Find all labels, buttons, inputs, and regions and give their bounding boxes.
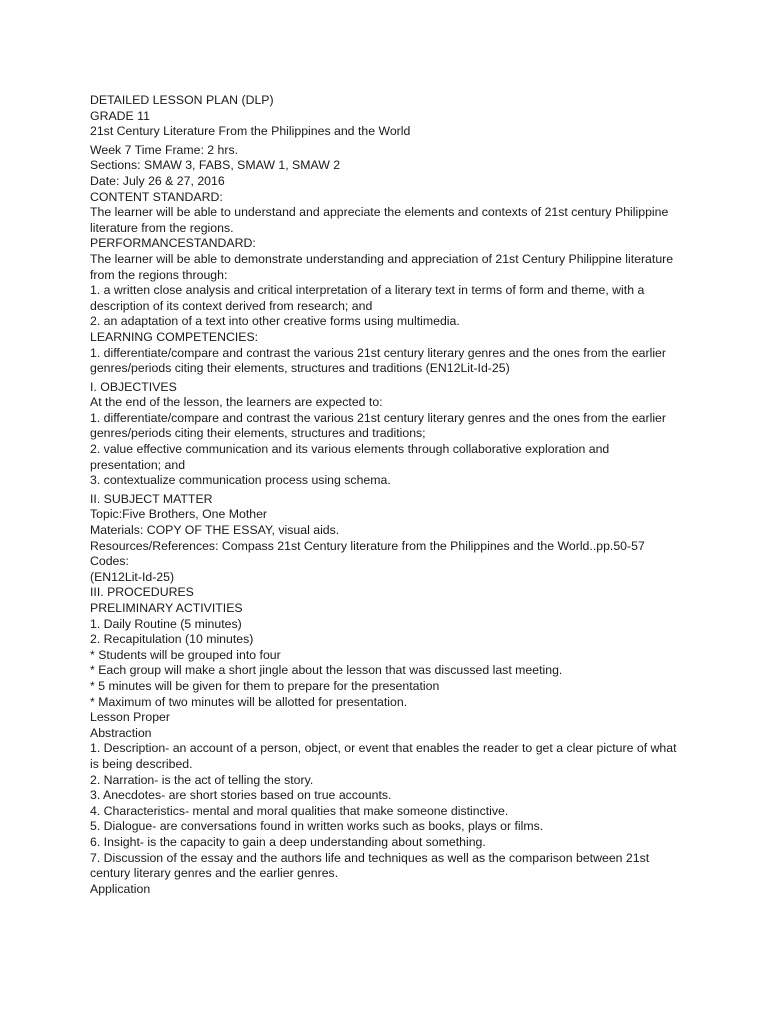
codes-label: Codes:	[90, 554, 129, 569]
resources: Resources/References: Compass 21st Century literature from the Philippines and the World..pp.50-57	[90, 538, 645, 553]
performance-item: 2. an adaptation of a text into other creative forms using multimedia.	[90, 314, 460, 329]
content-standard-text: The learner will be able to understand and appreciate the elements and contexts of 21st century Philippine literature from the regions.	[90, 205, 669, 235]
learning-competencies-heading: LEARNING COMPETENCIES:	[90, 329, 259, 344]
objective-item: 1. differentiate/compare and contrast the various 21st century literary genres and the ones from the earlier genres/periods citing their elements, structures and traditions;	[90, 410, 666, 441]
application-heading: Application	[90, 881, 151, 896]
abstraction-item: 5. Dialogue- are conversations found in written works such as books, plays or films.	[90, 819, 544, 834]
performance-standard-text: The learner will be able to demonstrate understanding and appreciation of 21st Century Philippine literature from the regions through:	[90, 251, 674, 282]
performance-standard-heading: PERFORMANCESTANDARD:	[90, 236, 256, 251]
week-time-frame: Week 7 Time Frame: 2 hrs.	[90, 142, 239, 157]
abstraction-heading: Abstraction	[90, 725, 152, 740]
subject-matter-heading: II. SUBJECT MATTER	[90, 491, 213, 506]
preliminary-item: * Students will be grouped into four	[90, 647, 281, 662]
document-body	[90, 93, 680, 897]
subject-title: 21st Century Literature From the Philippines and the World	[90, 124, 411, 139]
codes-value: (EN12Lit-Id-25)	[90, 569, 175, 584]
abstraction-item: 7. Discussion of the essay and the authors life and techniques as well as the comparison between 21st century literary genres and the earlier genres.	[90, 850, 650, 881]
preliminary-item: * 5 minutes will be given for them to prepare for the presentation	[90, 678, 440, 693]
grade-level: GRADE 11	[90, 108, 150, 123]
topic: Topic:Five Brothers, One Mother	[90, 507, 268, 522]
preliminary-item: * Each group will make a short jingle about the lesson that was discussed last meeting.	[90, 663, 563, 678]
performance-item: 1. a written close analysis and critical interpretation of a literary text in terms of form and theme, with a description of its context derived from research; and	[90, 283, 645, 313]
materials: Materials: COPY OF THE ESSAY, visual aids.	[90, 523, 340, 538]
preliminary-item: 1. Daily Routine (5 minutes)	[90, 616, 242, 631]
date: Date: July 26 & 27, 2016	[90, 173, 225, 188]
abstraction-item: 6. Insight- is the capacity to gain a deep understanding about something.	[90, 834, 486, 849]
preliminary-item: 2. Recapitulation (10 minutes)	[90, 632, 254, 647]
content-standard-heading: CONTENT STANDARD:	[90, 189, 223, 204]
objective-item: 2. value effective communication and its various elements through collaborative exploration and presentation; and	[90, 442, 610, 472]
abstraction-item: 2. Narration- is the act of telling the story.	[90, 772, 314, 787]
preliminary-heading: PRELIMINARY ACTIVITIES	[90, 601, 243, 615]
objective-item: 3. contextualize communication process using schema.	[90, 473, 391, 488]
abstraction-item: 3. Anecdotes- are short stories based on true accounts.	[90, 788, 392, 803]
abstraction-item: 1. Description- an account of a person, object, or event that enables the reader to get a clear picture of what is being described.	[90, 741, 677, 771]
competency-item: 1. differentiate/compare and contrast the various 21st century literary genres and the ones from the earlier genres/periods citing their elements, structures and traditions (EN12Lit-Id-25)	[90, 345, 666, 376]
procedures-heading: III. PROCEDURES	[90, 585, 194, 600]
preliminary-item: * Maximum of two minutes will be allotted for presentation.	[90, 694, 408, 709]
objectives-intro: At the end of the lesson, the learners are expected to:	[90, 395, 383, 410]
lesson-proper-heading: Lesson Proper	[90, 710, 170, 725]
abstraction-item: 4. Characteristics- mental and moral qualities that make someone distinctive.	[90, 803, 509, 818]
objectives-heading: I. OBJECTIVES	[90, 379, 177, 394]
document-title: DETAILED LESSON PLAN (DLP)	[90, 93, 274, 107]
sections: Sections: SMAW 3, FABS, SMAW 1, SMAW 2	[90, 158, 341, 173]
